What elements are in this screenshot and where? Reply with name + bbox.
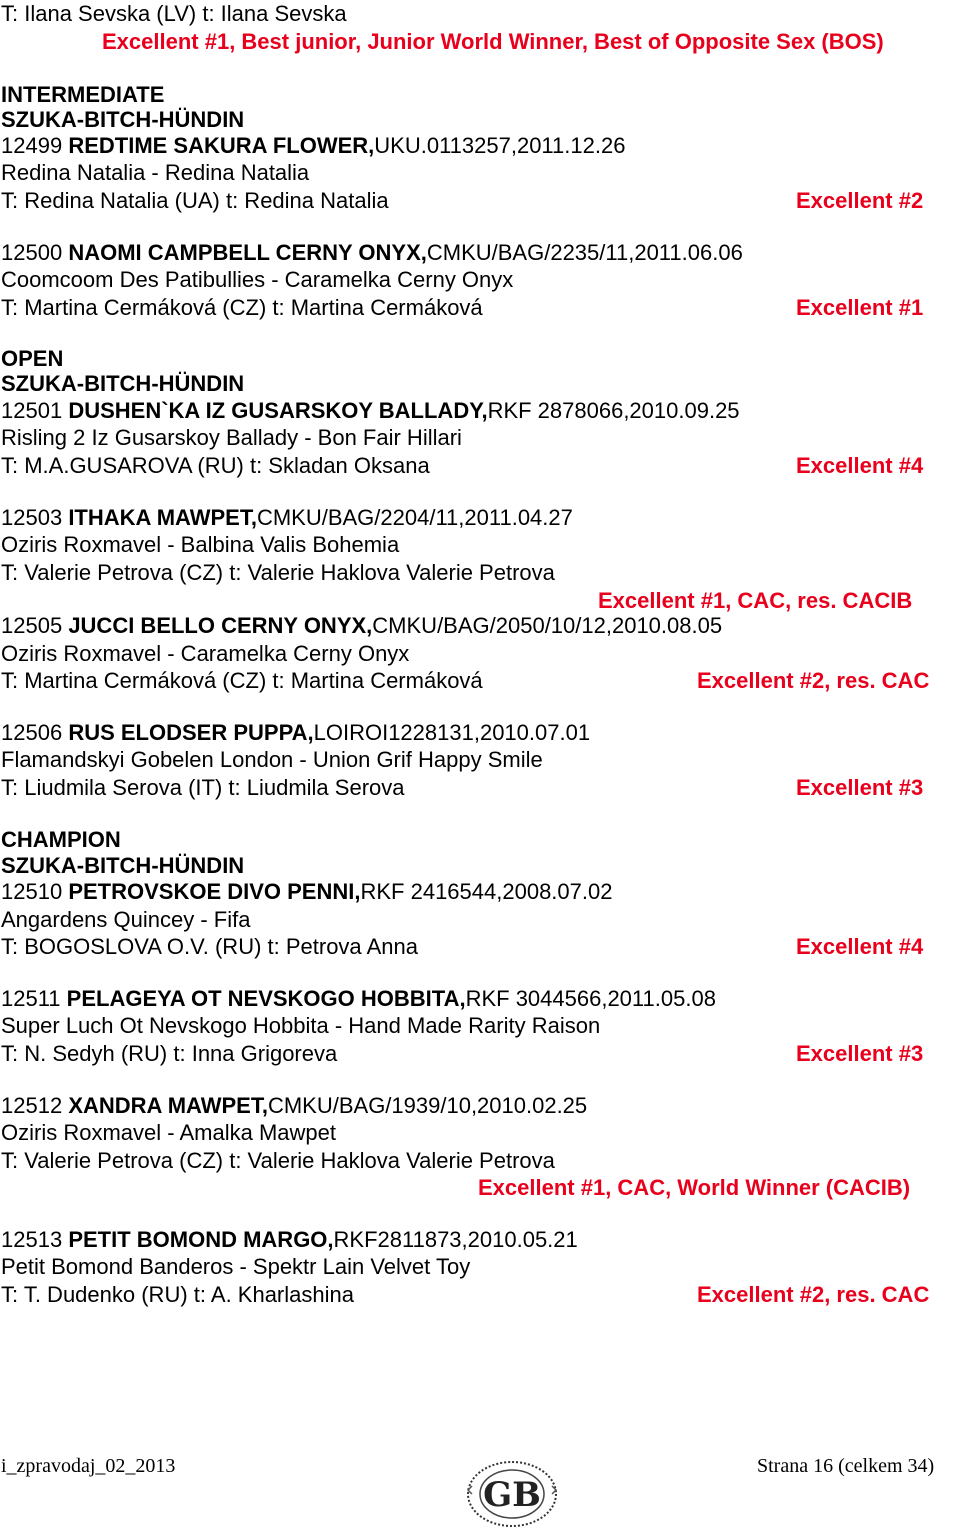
class-title: CHAMPION bbox=[1, 827, 121, 852]
dog-name: PETIT BOMOND MARGO, bbox=[68, 1227, 334, 1252]
sex-title: SZUKA-BITCH-HÜNDIN bbox=[1, 853, 245, 878]
result: Excellent #2, res. CAC bbox=[697, 668, 930, 693]
owner: T: BOGOSLOVA O.V. (RU) t: Petrova Anna bbox=[1, 934, 418, 959]
parents: Oziris Roxmavel - Balbina Valis Bohemia bbox=[1, 532, 400, 557]
parents: Oziris Roxmavel - Caramelka Cerny Onyx bbox=[1, 641, 410, 666]
registration: CMKU/BAG/2235/11,2011.06.06 bbox=[426, 240, 743, 265]
entry-number: 12506 bbox=[1, 720, 63, 745]
entry-number: 12511 bbox=[1, 986, 61, 1011]
registration: LOIROI1228131,2010.07.01 bbox=[313, 720, 591, 745]
entry-number: 12501 bbox=[1, 398, 63, 423]
footer-right: Strana 16 (celkem 34) bbox=[757, 1455, 935, 1477]
footer-left: i_zpravodaj_02_2013 bbox=[1, 1455, 176, 1477]
parents: Petit Bomond Banderos - Spektr Lain Velvet Toy bbox=[1, 1254, 471, 1279]
class-title: OPEN bbox=[1, 346, 64, 371]
owner: T: Martina Cermáková (CZ) t: Martina Cermáková bbox=[1, 668, 483, 693]
entry-number: 12513 bbox=[1, 1227, 63, 1252]
parents: Risling 2 Iz Gusarskoy Ballady - Bon Fair Hillari bbox=[1, 425, 462, 450]
dog-name: RUS ELODSER PUPPA, bbox=[68, 720, 314, 745]
parents: Oziris Roxmavel - Amalka Mawpet bbox=[1, 1120, 336, 1145]
parents: Angardens Quincey - Fifa bbox=[1, 907, 251, 932]
trainer-line: T: Ilana Sevska (LV) t: Ilana Sevska bbox=[1, 1, 347, 26]
owner: T: Redina Natalia (UA) t: Redina Natalia bbox=[1, 188, 389, 213]
parents: Redina Natalia - Redina Natalia bbox=[1, 160, 310, 185]
parents: Flamandskyi Gobelen London - Union Grif Happy Smile bbox=[1, 747, 543, 772]
registration: RKF 3044566,2011.05.08 bbox=[465, 986, 716, 1011]
registration: CMKU/BAG/1939/10,2010.02.25 bbox=[267, 1093, 588, 1118]
result: Excellent #1 bbox=[796, 295, 924, 320]
entry-number: 12510 bbox=[1, 879, 63, 904]
owner: T: T. Dudenko (RU) t: A. Kharlashina bbox=[1, 1282, 354, 1307]
result: Excellent #3 bbox=[796, 775, 924, 800]
registration: CMKU/BAG/2204/11,2011.04.27 bbox=[256, 505, 573, 530]
owner: T: N. Sedyh (RU) t: Inna Grigoreva bbox=[1, 1041, 338, 1066]
logo-text: GB bbox=[483, 1475, 541, 1515]
owner: T: M.A.GUSAROVA (RU) t: Skladan Oksana bbox=[1, 453, 430, 478]
result: Excellent #1, CAC, World Winner (CACIB) bbox=[478, 1175, 911, 1200]
dog-name: NAOMI CAMPBELL CERNY ONYX, bbox=[68, 240, 427, 265]
result: Excellent #2, res. CAC bbox=[697, 1282, 930, 1307]
registration: CMKU/BAG/2050/10/12,2010.08.05 bbox=[372, 613, 723, 638]
registration: RKF 2878066,2010.09.25 bbox=[487, 398, 740, 423]
result: Excellent #3 bbox=[796, 1041, 924, 1066]
dog-name: PETROVSKOE DIVO PENNI, bbox=[68, 879, 361, 904]
club-seal-icon bbox=[464, 1456, 560, 1528]
dog-name: XANDRA MAWPET, bbox=[68, 1093, 268, 1118]
dog-name: ITHAKA MAWPET, bbox=[68, 505, 257, 530]
owner: T: Valerie Petrova (CZ) t: Valerie Haklova Valerie Petrova bbox=[1, 560, 555, 585]
registration: RKF 2416544,2008.07.02 bbox=[360, 879, 613, 904]
dog-name: REDTIME SAKURA FLOWER, bbox=[68, 133, 375, 158]
owner: T: Valerie Petrova (CZ) t: Valerie Haklova Valerie Petrova bbox=[1, 1148, 555, 1173]
entry-number: 12499 bbox=[1, 133, 63, 158]
entry-number: 12512 bbox=[1, 1093, 63, 1118]
result: Excellent #4 bbox=[796, 453, 924, 478]
entry-number: 12505 bbox=[1, 613, 63, 638]
dog-name: PELAGEYA OT NEVSKOGO HOBBITA, bbox=[66, 986, 466, 1011]
sex-title: SZUKA-BITCH-HÜNDIN bbox=[1, 107, 245, 132]
entry-number: 12500 bbox=[1, 240, 63, 265]
class-title: INTERMEDIATE bbox=[1, 82, 165, 107]
result: Excellent #1, CAC, res. CACIB bbox=[598, 588, 913, 613]
dog-name: JUCCI BELLO CERNY ONYX, bbox=[68, 613, 373, 638]
owner: T: Martina Cermáková (CZ) t: Martina Cermáková bbox=[1, 295, 483, 320]
registration: UKU.0113257,2011.12.26 bbox=[374, 133, 626, 158]
result: Excellent #4 bbox=[796, 934, 924, 959]
sex-title: SZUKA-BITCH-HÜNDIN bbox=[1, 371, 245, 396]
owner: T: Liudmila Serova (IT) t: Liudmila Serova bbox=[1, 775, 405, 800]
parents: Super Luch Ot Nevskogo Hobbita - Hand Made Rarity Raison bbox=[1, 1013, 601, 1038]
entry-number: 12503 bbox=[1, 505, 63, 530]
parents: Coomcoom Des Patibullies - Caramelka Cerny Onyx bbox=[1, 267, 514, 292]
registration: RKF2811873,2010.05.21 bbox=[333, 1227, 578, 1252]
dog-name: DUSHEN`KA IZ GUSARSKOY BALLADY, bbox=[68, 398, 488, 423]
result: Excellent #2 bbox=[796, 188, 924, 213]
result: Excellent #1, Best junior, Junior World Winner, Best of Opposite Sex (BOS) bbox=[102, 29, 884, 54]
